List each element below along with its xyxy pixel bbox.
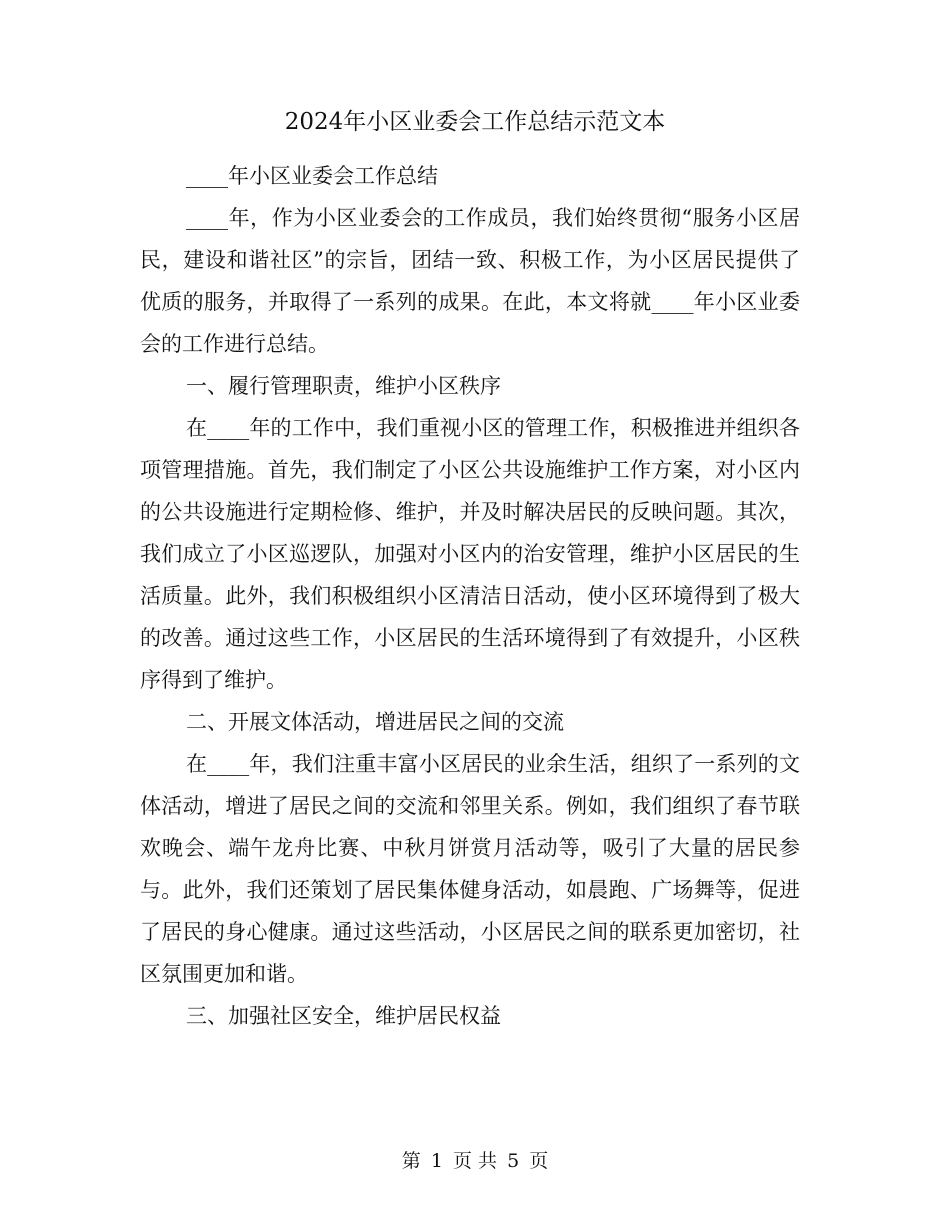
paragraph-activities: 在____年，我们注重丰富小区居民的业余生活，组织了一系列的文体活动，增进了居民之间的交流和邻里关系。例如，我们组织了春节联欢晚会、端午龙舟比赛、中秋月饼赏月活动等，吸引了大量的居民参与。此外，我们还策划了居民集体健身活动，如晨跑、广场舞等，促进了居民的身心健康。通过这些活动，小区居民之间的联系更加密切，社区氛围更加和谐。 [140,752,800,986]
paragraph-intro: ____年，作为小区业委会的工作成员，我们始终贯彻“服务小区居民，建设和谐社区”的宗旨，团结一致、积极工作，为小区居民提供了优质的服务，并取得了一系列的成果。在此，本文将就____年小区业委会的工作进行总结。 [140,206,800,356]
section-heading-activities: 二、开展文体活动，增进居民之间的交流 [186,710,564,734]
document-body [140,155,800,1037]
footer-current-page: 1 [430,1150,443,1172]
footer-suffix: 页 [529,1150,549,1172]
paragraph-management: 在____年的工作中，我们重视小区的管理工作，积极推进并组织各项管理措施。首先，我们制定了小区公共设施维护工作方案，对小区内的公共设施进行定期检修、维护，并及时解决居民的反映问题。其次，我们成立了小区巡逻队，加强对小区内的治安管理，维护小区居民的生活质量。此外，我们积极组织小区清洁日活动，使小区环境得到了极大的改善。通过这些工作，小区居民的生活环境得到了有效提升，小区秩序得到了维护。 [140,416,800,692]
document-title: 2024年小区业委会工作总结示范文本 [284,109,666,135]
footer-total-pages: 5 [507,1150,520,1172]
section-heading-safety: 三、加强社区安全，维护居民权益 [186,1004,501,1028]
footer-middle: 页 共 [452,1150,498,1172]
footer-prefix: 第 [401,1150,421,1172]
page-number-footer [0,1147,950,1175]
section-heading-management: 一、履行管理职责，维护小区秩序 [186,374,501,398]
paragraph-heading-year-summary: ____年小区业委会工作总结 [186,164,438,188]
